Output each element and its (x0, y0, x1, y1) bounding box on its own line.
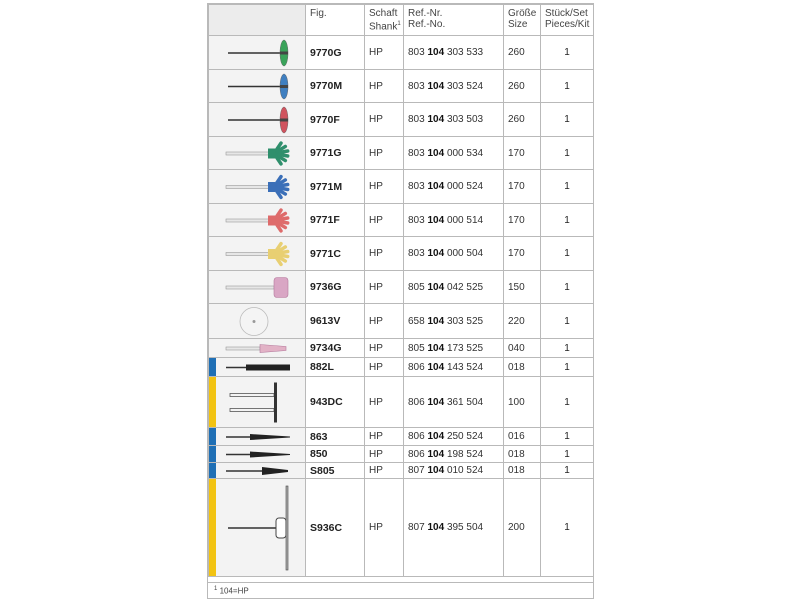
category-strip (209, 304, 216, 338)
size-value: 220 (504, 304, 541, 339)
header-pieces (541, 5, 594, 36)
ref-prefix: 803 (408, 80, 425, 92)
fig-number: 863 (306, 428, 365, 446)
ref-shank-code: 104 (427, 315, 445, 327)
pieces-value: 1 (541, 103, 594, 137)
category-strip (209, 36, 216, 69)
cone-stone-pink-icon (216, 339, 302, 358)
diamond-cylinder-icon (216, 358, 302, 377)
table-row (209, 304, 594, 339)
ref-prefix: 806 (408, 396, 425, 408)
pieces-value: 1 (541, 446, 594, 463)
reference-number (404, 479, 504, 577)
reference-number (404, 204, 504, 237)
wheel-stone-pink-icon (216, 271, 302, 304)
ref-prefix: 803 (408, 114, 425, 125)
fig-number: S936C (306, 479, 365, 577)
fig-number: 9770M (306, 70, 365, 103)
shank-type: HP (365, 137, 404, 170)
pieces-value: 1 (541, 377, 594, 428)
pieces-value: 1 (541, 479, 594, 577)
table-row (209, 237, 594, 271)
ref-shank-code: 104 (427, 465, 445, 476)
product-image-cell (209, 204, 306, 237)
table-row (209, 36, 594, 70)
ref-shank-code: 104 (427, 114, 445, 125)
table-row (209, 170, 594, 204)
ref-shank-code: 104 (427, 522, 445, 533)
shank-type: HP (365, 237, 404, 271)
fig-number: 943DC (306, 377, 365, 428)
category-strip (209, 358, 216, 376)
ref-shank-code: 104 (427, 147, 445, 159)
table-row (209, 463, 594, 479)
brush-polisher-yellow-icon (216, 237, 302, 271)
ref-suffix: 000 504 (446, 248, 484, 259)
ref-prefix: 805 (408, 342, 425, 354)
pieces-value: 1 (541, 70, 594, 103)
reference-number (404, 137, 504, 170)
table-row (209, 479, 594, 577)
ref-suffix: 000 514 (446, 214, 484, 226)
reference-number (404, 339, 504, 358)
category-strip (209, 237, 216, 270)
ref-suffix: 303 524 (446, 80, 484, 92)
reference-number (404, 304, 504, 339)
size-value: 170 (504, 137, 541, 170)
ref-prefix: 806 (408, 361, 425, 373)
ref-suffix: 303 525 (446, 315, 484, 327)
category-strip (209, 446, 216, 462)
category-strip (209, 339, 216, 357)
fig-number: 850 (306, 446, 365, 463)
ref-shank-code: 104 (427, 431, 445, 442)
size-value: 170 (504, 170, 541, 204)
header-shank (365, 5, 404, 36)
disc-polisher-red-icon (216, 103, 302, 137)
ref-suffix: 010 524 (446, 465, 484, 476)
ref-suffix: 303 533 (446, 47, 484, 58)
table-row (209, 428, 594, 446)
ref-prefix: 806 (408, 431, 425, 442)
disc-polisher-blue-icon (216, 70, 302, 103)
product-image-cell (209, 304, 306, 339)
felt-wheel-icon (216, 304, 302, 339)
category-strip (209, 70, 216, 102)
ref-suffix: 143 524 (446, 361, 484, 373)
reference-number (404, 428, 504, 446)
table-row (209, 377, 594, 428)
table-row (209, 358, 594, 377)
fig-number: 9736G (306, 271, 365, 304)
table-row (209, 271, 594, 304)
fig-number: 9771C (306, 237, 365, 271)
size-value: 170 (504, 237, 541, 271)
category-strip (209, 271, 216, 303)
header-size-de: Größe (508, 8, 537, 19)
product-image-cell (209, 428, 306, 446)
reference-number (404, 271, 504, 304)
table-body (209, 36, 594, 577)
brush-polisher-blue-icon (216, 170, 302, 204)
category-strip (209, 137, 216, 169)
product-image-cell (209, 237, 306, 271)
size-value: 150 (504, 271, 541, 304)
ref-prefix: 803 (408, 248, 425, 259)
header-image-cell (209, 5, 306, 36)
header-pieces-de: Stück/Set (545, 8, 588, 19)
fig-number: 9771F (306, 204, 365, 237)
size-value: 200 (504, 479, 541, 577)
product-image-cell (209, 358, 306, 377)
fig-number: S805 (306, 463, 365, 479)
footnote-divider (208, 582, 593, 583)
disc-polisher-green-icon (216, 36, 302, 70)
category-strip (209, 463, 216, 478)
header-fig-label: Fig. (310, 8, 327, 19)
pieces-value: 1 (541, 304, 594, 339)
ref-shank-code: 104 (427, 181, 445, 192)
ref-shank-code: 104 (427, 361, 445, 373)
pieces-value: 1 (541, 339, 594, 358)
table-header-row (209, 5, 594, 36)
fig-number: 9770G (306, 36, 365, 70)
table-row (209, 446, 594, 463)
size-value: 018 (504, 463, 541, 479)
category-strip (209, 170, 216, 203)
fig-number: 9771M (306, 170, 365, 204)
ref-suffix: 250 524 (446, 431, 484, 442)
pieces-value: 1 (541, 463, 594, 479)
header-ref (404, 5, 504, 36)
size-value: 260 (504, 103, 541, 137)
shank-type: HP (365, 446, 404, 463)
product-image-cell (209, 70, 306, 103)
fig-number: 9613V (306, 304, 365, 339)
product-table-sheet (207, 3, 594, 599)
ref-prefix: 806 (408, 448, 425, 460)
shank-type: HP (365, 377, 404, 428)
ref-prefix: 805 (408, 281, 425, 293)
table-row (209, 137, 594, 170)
pieces-value: 1 (541, 204, 594, 237)
header-size (504, 5, 541, 36)
category-strip (209, 103, 216, 136)
ref-shank-code: 104 (427, 214, 445, 226)
shank-type: HP (365, 358, 404, 377)
reference-number (404, 463, 504, 479)
ref-suffix: 198 524 (446, 448, 484, 460)
ref-suffix: 000 534 (446, 147, 484, 159)
table-row (209, 204, 594, 237)
product-image-cell (209, 103, 306, 137)
ref-prefix: 807 (408, 465, 425, 476)
product-image-cell (209, 36, 306, 70)
ref-prefix: 807 (408, 522, 425, 533)
fig-number: 9771G (306, 137, 365, 170)
header-ref-en: Ref.-No. (408, 19, 446, 30)
ref-prefix: 803 (408, 47, 425, 58)
footnote-sup: 1 (214, 586, 218, 592)
reference-number (404, 70, 504, 103)
category-strip (209, 377, 216, 427)
ref-suffix: 000 524 (446, 181, 484, 192)
ref-prefix: 803 (408, 214, 425, 226)
product-table (208, 4, 594, 577)
shank-type: HP (365, 479, 404, 577)
ref-prefix: 803 (408, 147, 425, 159)
pieces-value: 1 (541, 137, 594, 170)
shank-type: HP (365, 271, 404, 304)
size-value: 016 (504, 428, 541, 446)
product-image-cell (209, 271, 306, 304)
ref-suffix: 042 525 (446, 281, 484, 293)
product-image-cell (209, 339, 306, 358)
table-row (209, 339, 594, 358)
shank-type: HP (365, 463, 404, 479)
ref-prefix: 803 (408, 181, 425, 192)
shank-type: HP (365, 304, 404, 339)
ref-suffix: 303 503 (446, 114, 484, 125)
header-shank-de: Schaft (369, 8, 398, 19)
size-value: 018 (504, 358, 541, 377)
size-value: 040 (504, 339, 541, 358)
size-value: 100 (504, 377, 541, 428)
product-image-cell (209, 137, 306, 170)
shank-type: HP (365, 170, 404, 204)
diamond-cone-icon (216, 463, 302, 479)
shank-type: HP (365, 428, 404, 446)
reference-number (404, 358, 504, 377)
shank-type: HP (365, 103, 404, 137)
shank-type: HP (365, 339, 404, 358)
pieces-value: 1 (541, 358, 594, 377)
footnote-text: 104=HP (219, 586, 249, 596)
diamond-disc-icon (216, 377, 302, 428)
header-fig (306, 5, 365, 36)
category-strip (209, 479, 216, 576)
reference-number (404, 377, 504, 428)
shank-type: HP (365, 70, 404, 103)
ref-shank-code: 104 (427, 396, 445, 408)
ref-suffix: 395 504 (446, 522, 484, 533)
ref-shank-code: 104 (427, 47, 445, 58)
ref-suffix: 361 504 (446, 396, 484, 408)
header-shank-en: Shank (369, 21, 398, 33)
pieces-value: 1 (541, 36, 594, 70)
header-ref-de: Ref.-Nr. (408, 8, 443, 19)
shank-type: HP (365, 36, 404, 70)
table-row (209, 103, 594, 137)
ref-prefix: 658 (408, 315, 425, 327)
size-value: 260 (504, 70, 541, 103)
header-shank-sup: 1 (397, 21, 401, 27)
shank-type: HP (365, 204, 404, 237)
product-image-cell (209, 170, 306, 204)
table-row (209, 70, 594, 103)
ref-shank-code: 104 (427, 342, 445, 354)
product-image-cell (209, 479, 306, 577)
brush-polisher-green-icon (216, 137, 302, 170)
fig-number: 882L (306, 358, 365, 377)
product-image-cell (209, 446, 306, 463)
reference-number (404, 237, 504, 271)
pieces-value: 1 (541, 170, 594, 204)
pieces-value: 1 (541, 237, 594, 271)
ref-suffix: 173 525 (446, 342, 484, 354)
ref-shank-code: 104 (427, 281, 445, 293)
ref-shank-code: 104 (427, 248, 445, 259)
reference-number (404, 36, 504, 70)
size-value: 260 (504, 36, 541, 70)
fig-number: 9734G (306, 339, 365, 358)
header-pieces-en: Pieces/Kit (545, 19, 590, 30)
size-value: 170 (504, 204, 541, 237)
reference-number (404, 103, 504, 137)
reference-number (404, 170, 504, 204)
header-size-en: Size (508, 19, 528, 30)
category-strip (209, 428, 216, 445)
product-image-cell (209, 377, 306, 428)
category-strip (209, 204, 216, 236)
brush-polisher-red-icon (216, 204, 302, 237)
pieces-value: 1 (541, 271, 594, 304)
diamond-flame-icon (216, 428, 302, 446)
diamond-separating-disc-icon (216, 479, 302, 577)
pieces-value: 1 (541, 428, 594, 446)
reference-number (404, 446, 504, 463)
ref-shank-code: 104 (427, 448, 445, 460)
product-image-cell (209, 463, 306, 479)
fig-number: 9770F (306, 103, 365, 137)
diamond-taper-icon (216, 446, 302, 463)
size-value: 018 (504, 446, 541, 463)
ref-shank-code: 104 (427, 80, 445, 92)
footnote (214, 586, 249, 596)
